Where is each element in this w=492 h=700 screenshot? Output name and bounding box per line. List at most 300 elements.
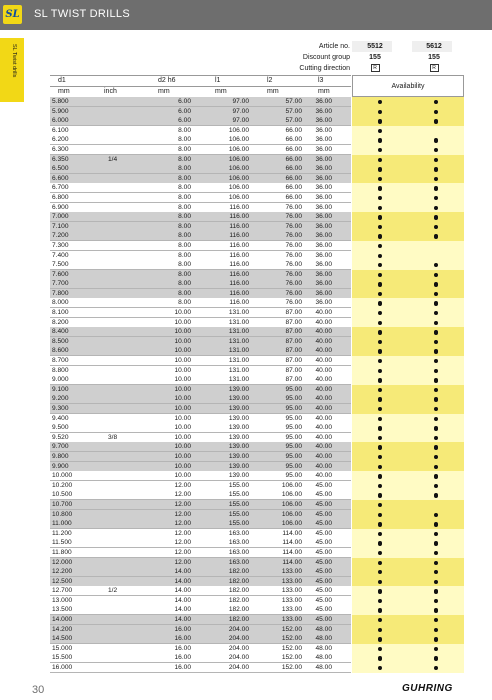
availability-cell bbox=[352, 605, 408, 615]
available-dot-icon bbox=[434, 589, 438, 593]
table-row bbox=[0, 462, 492, 472]
cell-l3: 45.00 bbox=[315, 577, 332, 585]
available-dot-icon bbox=[378, 522, 382, 526]
cell-l1: 116.00 bbox=[229, 232, 249, 240]
cell-l2: 76.00 bbox=[285, 213, 302, 221]
availability-cell bbox=[408, 164, 464, 174]
availability-cell bbox=[408, 356, 464, 366]
available-dot-icon bbox=[434, 397, 438, 401]
available-dot-icon bbox=[378, 656, 382, 660]
cell-l1: 106.00 bbox=[228, 165, 249, 173]
table-row bbox=[0, 260, 492, 270]
cell-d2: 8.00 bbox=[178, 126, 191, 134]
cell-l2: 87.00 bbox=[285, 328, 302, 336]
cell-d1: 9.200 bbox=[52, 395, 69, 403]
available-dot-icon bbox=[378, 484, 382, 488]
cell-d1: 6.700 bbox=[52, 184, 69, 192]
cell-l1: 155.00 bbox=[228, 481, 249, 489]
cell-l3: 40.00 bbox=[315, 318, 332, 326]
cell-l2: 76.00 bbox=[285, 270, 302, 278]
availability-cell bbox=[352, 442, 408, 452]
cell-l2: 152.00 bbox=[281, 644, 302, 652]
cell-l3: 45.00 bbox=[315, 481, 332, 489]
cell-l3: 45.00 bbox=[315, 491, 332, 499]
cell-l2: 114.00 bbox=[282, 539, 302, 547]
table-row bbox=[0, 404, 492, 414]
available-dot-icon bbox=[434, 340, 438, 344]
availability-cell bbox=[352, 193, 408, 203]
cell-l1: 204.00 bbox=[228, 635, 249, 643]
availability-cell bbox=[408, 548, 464, 558]
available-dot-icon bbox=[434, 263, 438, 267]
col-d1: d1 bbox=[58, 77, 66, 84]
available-dot-icon bbox=[434, 177, 438, 181]
availability-cell bbox=[352, 203, 408, 213]
availability-cell bbox=[352, 490, 408, 500]
availability-cell bbox=[408, 174, 464, 184]
available-dot-icon bbox=[434, 561, 438, 565]
cell-d1: 14.000 bbox=[52, 616, 73, 624]
availability-cell bbox=[352, 116, 408, 126]
availability-cell bbox=[408, 366, 464, 376]
cell-d2: 12.00 bbox=[174, 520, 191, 528]
availability-cell bbox=[352, 308, 408, 318]
table-row bbox=[0, 298, 492, 308]
cell-l3: 40.00 bbox=[315, 395, 332, 403]
available-dot-icon bbox=[378, 215, 382, 219]
available-dot-icon bbox=[378, 637, 382, 641]
availability-cell bbox=[408, 270, 464, 280]
available-dot-icon bbox=[378, 282, 382, 286]
cell-d2: 8.00 bbox=[178, 232, 191, 240]
availability-cell bbox=[352, 164, 408, 174]
table-row bbox=[0, 212, 492, 222]
cell-d2: 14.00 bbox=[174, 577, 191, 585]
availability-cell bbox=[408, 375, 464, 385]
availability-cell bbox=[408, 529, 464, 539]
available-dot-icon bbox=[434, 445, 438, 449]
cell-l1: 116.00 bbox=[229, 280, 249, 288]
cell-d2: 10.00 bbox=[174, 462, 191, 470]
cell-d2: 14.00 bbox=[174, 616, 191, 624]
cell-d1: 7.100 bbox=[52, 222, 69, 230]
cell-d1: 11.800 bbox=[52, 548, 72, 556]
availability-cell bbox=[352, 174, 408, 184]
availability-cell bbox=[352, 500, 408, 510]
cell-l3: 40.00 bbox=[315, 424, 332, 432]
available-dot-icon bbox=[434, 321, 438, 325]
available-dot-icon bbox=[378, 647, 382, 651]
cell-l3: 40.00 bbox=[315, 452, 332, 460]
cell-l1: 131.00 bbox=[228, 347, 249, 355]
availability-cell bbox=[408, 414, 464, 424]
cell-d1: 13.000 bbox=[52, 596, 73, 604]
cell-l2: 152.00 bbox=[281, 635, 302, 643]
table-row bbox=[0, 423, 492, 433]
cell-l2: 95.00 bbox=[285, 424, 302, 432]
table-row bbox=[0, 193, 492, 203]
availability-cell bbox=[352, 404, 408, 414]
table-row bbox=[0, 174, 492, 184]
availability-cell bbox=[352, 356, 408, 366]
table-row bbox=[0, 471, 492, 481]
table-row bbox=[0, 538, 492, 548]
available-dot-icon bbox=[434, 484, 438, 488]
table-row bbox=[0, 346, 492, 356]
cell-l1: 139.00 bbox=[228, 443, 249, 451]
cell-l1: 204.00 bbox=[228, 664, 249, 672]
table-row bbox=[0, 327, 492, 337]
cell-d1: 7.600 bbox=[52, 270, 69, 278]
cell-l1: 155.00 bbox=[228, 520, 249, 528]
cell-l2: 95.00 bbox=[285, 395, 302, 403]
availability-cell bbox=[408, 605, 464, 615]
cell-l2: 114.00 bbox=[282, 529, 302, 537]
availability-cell bbox=[352, 375, 408, 385]
cell-d1: 7.800 bbox=[52, 289, 69, 297]
available-dot-icon bbox=[434, 599, 438, 603]
cell-l2: 87.00 bbox=[285, 366, 302, 374]
cell-l2: 152.00 bbox=[281, 625, 302, 633]
available-dot-icon bbox=[378, 340, 382, 344]
cell-l3: 36.00 bbox=[315, 126, 332, 134]
available-dot-icon bbox=[378, 513, 382, 517]
cell-l3: 45.00 bbox=[315, 616, 332, 624]
cell-inch: 1/4 bbox=[108, 155, 118, 163]
table-row bbox=[0, 452, 492, 462]
cell-l3: 36.00 bbox=[315, 145, 332, 153]
cell-l2: 76.00 bbox=[285, 299, 302, 307]
cell-d1: 8.000 bbox=[52, 299, 69, 307]
cell-l3: 40.00 bbox=[315, 328, 332, 336]
availability-cell bbox=[408, 241, 464, 251]
table-row bbox=[0, 107, 492, 117]
cell-d2: 10.00 bbox=[174, 395, 191, 403]
available-dot-icon bbox=[378, 493, 382, 497]
availability-cell bbox=[352, 183, 408, 193]
cell-d1: 12.500 bbox=[52, 577, 73, 585]
available-dot-icon bbox=[434, 637, 438, 641]
available-dot-icon bbox=[434, 158, 438, 162]
cell-d2: 12.00 bbox=[174, 539, 191, 547]
table-row bbox=[0, 519, 492, 529]
availability-cell bbox=[352, 126, 408, 136]
table-row bbox=[0, 414, 492, 424]
table-row bbox=[0, 615, 492, 625]
cell-l3: 36.00 bbox=[315, 299, 332, 307]
cell-d1: 11.200 bbox=[52, 529, 72, 537]
cell-l2: 66.00 bbox=[285, 145, 302, 153]
cell-l1: 182.00 bbox=[228, 577, 249, 585]
cell-l3: 36.00 bbox=[315, 222, 332, 230]
availability-cell bbox=[352, 155, 408, 165]
cell-d2: 8.00 bbox=[178, 203, 191, 211]
availability-cell bbox=[352, 366, 408, 376]
cell-d2: 8.00 bbox=[178, 280, 191, 288]
article-label: Article no. bbox=[318, 43, 350, 50]
cell-l3: 36.00 bbox=[315, 241, 332, 249]
availability-cell bbox=[408, 423, 464, 433]
availability-cell bbox=[352, 452, 408, 462]
cell-d1: 10.200 bbox=[52, 481, 73, 489]
cell-l3: 48.00 bbox=[315, 625, 332, 633]
cell-l1: 139.00 bbox=[228, 385, 249, 393]
cell-d2: 12.00 bbox=[174, 529, 191, 537]
availability-cell bbox=[352, 260, 408, 270]
cell-d1: 6.350 bbox=[52, 155, 69, 163]
cell-l1: 131.00 bbox=[228, 328, 249, 336]
available-dot-icon bbox=[434, 455, 438, 459]
available-dot-icon bbox=[434, 301, 438, 305]
available-dot-icon bbox=[434, 186, 438, 190]
cell-l3: 36.00 bbox=[315, 165, 332, 173]
cell-d1: 7.700 bbox=[52, 280, 69, 288]
cell-l3: 45.00 bbox=[315, 539, 332, 547]
table-row bbox=[0, 251, 492, 261]
availability-cell bbox=[352, 251, 408, 261]
table-row bbox=[0, 500, 492, 510]
available-dot-icon bbox=[378, 455, 382, 459]
cell-l3: 45.00 bbox=[315, 529, 332, 537]
available-dot-icon bbox=[434, 215, 438, 219]
cell-l3: 45.00 bbox=[315, 568, 332, 576]
available-dot-icon bbox=[434, 369, 438, 373]
available-dot-icon bbox=[378, 196, 382, 200]
available-dot-icon bbox=[434, 522, 438, 526]
cell-l2: 76.00 bbox=[285, 232, 302, 240]
cell-l1: 131.00 bbox=[228, 337, 249, 345]
availability-cell bbox=[408, 327, 464, 337]
availability-cell bbox=[408, 510, 464, 520]
available-dot-icon bbox=[434, 196, 438, 200]
cell-l3: 40.00 bbox=[315, 385, 332, 393]
available-dot-icon bbox=[378, 474, 382, 478]
availability-cell bbox=[352, 625, 408, 635]
cell-d1: 7.000 bbox=[52, 213, 69, 221]
cell-d1: 6.500 bbox=[52, 165, 69, 173]
cell-d1: 9.800 bbox=[52, 452, 69, 460]
cell-d1: 7.200 bbox=[52, 232, 69, 240]
table-row bbox=[0, 558, 492, 568]
cell-l2: 57.00 bbox=[285, 98, 302, 105]
cell-l1: 116.00 bbox=[229, 213, 249, 221]
col-l3: l3 bbox=[318, 77, 324, 84]
available-dot-icon bbox=[378, 551, 382, 555]
available-dot-icon bbox=[434, 426, 438, 430]
drill-table bbox=[0, 97, 492, 673]
cell-d1: 7.400 bbox=[52, 251, 69, 259]
availability-cell bbox=[352, 337, 408, 347]
available-dot-icon bbox=[434, 474, 438, 478]
cell-l3: 48.00 bbox=[315, 644, 332, 652]
cell-d1: 6.600 bbox=[52, 174, 69, 182]
cell-d2: 10.00 bbox=[174, 414, 191, 422]
cell-d2: 8.00 bbox=[178, 136, 191, 144]
cell-l1: 97.00 bbox=[232, 98, 249, 105]
availability-cell bbox=[352, 481, 408, 491]
availability-cell bbox=[352, 279, 408, 289]
available-dot-icon bbox=[434, 407, 438, 411]
availability-cell bbox=[352, 663, 408, 673]
cell-l3: 40.00 bbox=[315, 309, 332, 317]
col-l2: l2 bbox=[267, 77, 273, 84]
table-row bbox=[0, 279, 492, 289]
cell-l1: 116.00 bbox=[229, 261, 249, 269]
availability-cell bbox=[352, 270, 408, 280]
availability-cell bbox=[352, 394, 408, 404]
cell-l3: 45.00 bbox=[315, 606, 332, 614]
availability-cell bbox=[352, 346, 408, 356]
cell-d2: 6.00 bbox=[178, 117, 191, 125]
available-dot-icon bbox=[434, 148, 438, 152]
available-dot-icon bbox=[378, 628, 382, 632]
availability-cell bbox=[408, 577, 464, 587]
cell-d2: 10.00 bbox=[174, 347, 191, 355]
table-row bbox=[0, 116, 492, 126]
cutting-direction-icon bbox=[355, 63, 395, 74]
cell-l3: 36.00 bbox=[315, 184, 332, 192]
table-row bbox=[0, 596, 492, 606]
availability-cell bbox=[408, 462, 464, 472]
cell-l3: 36.00 bbox=[315, 117, 332, 125]
cell-d2: 16.00 bbox=[174, 625, 191, 633]
availability-cell bbox=[408, 481, 464, 491]
cell-l2: 152.00 bbox=[281, 664, 302, 672]
availability-cell bbox=[352, 241, 408, 251]
page-header bbox=[0, 0, 492, 30]
availability-cell bbox=[408, 558, 464, 568]
cell-d2: 8.00 bbox=[178, 261, 191, 269]
cell-l3: 45.00 bbox=[315, 558, 332, 566]
side-tab-label: SL Twist drills bbox=[11, 44, 17, 78]
cell-d1: 5.900 bbox=[52, 107, 69, 115]
availability-cell bbox=[352, 644, 408, 654]
availability-cell bbox=[352, 615, 408, 625]
availability-cell bbox=[408, 107, 464, 117]
cell-l1: 106.00 bbox=[228, 184, 249, 192]
cell-d1: 9.100 bbox=[52, 385, 69, 393]
unit-l3: mm bbox=[318, 88, 330, 95]
available-dot-icon bbox=[378, 273, 382, 277]
cell-d2: 14.00 bbox=[174, 596, 191, 604]
available-dot-icon bbox=[378, 186, 382, 190]
available-dot-icon bbox=[378, 206, 382, 210]
availability-cell bbox=[408, 567, 464, 577]
availability-cell bbox=[408, 308, 464, 318]
available-dot-icon bbox=[378, 369, 382, 373]
available-dot-icon bbox=[434, 628, 438, 632]
available-dot-icon bbox=[378, 445, 382, 449]
available-dot-icon bbox=[378, 407, 382, 411]
cell-d1: 10.000 bbox=[52, 472, 73, 480]
cell-d2: 8.00 bbox=[178, 145, 191, 153]
cell-l3: 40.00 bbox=[315, 433, 332, 441]
cell-l2: 95.00 bbox=[285, 462, 302, 470]
cutting-icon-col1: R bbox=[371, 64, 380, 72]
cell-l1: 155.00 bbox=[228, 510, 249, 518]
cell-d2: 12.00 bbox=[174, 491, 191, 499]
cell-l3: 36.00 bbox=[315, 155, 332, 163]
availability-cell bbox=[408, 337, 464, 347]
cell-l3: 36.00 bbox=[315, 98, 332, 105]
cell-l2: 114.00 bbox=[282, 558, 302, 566]
cell-d2: 10.00 bbox=[174, 328, 191, 336]
availability-cell bbox=[408, 615, 464, 625]
cell-d2: 8.00 bbox=[178, 184, 191, 192]
availability-cell bbox=[352, 327, 408, 337]
available-dot-icon bbox=[434, 138, 438, 142]
cell-l2: 106.00 bbox=[281, 491, 302, 499]
cell-l3: 40.00 bbox=[315, 376, 332, 384]
availability-cell bbox=[352, 97, 408, 107]
cell-l2: 57.00 bbox=[285, 107, 302, 115]
column-header-divider bbox=[50, 86, 351, 87]
cell-l2: 152.00 bbox=[281, 654, 302, 662]
availability-cell bbox=[352, 548, 408, 558]
cell-d2: 10.00 bbox=[174, 405, 191, 412]
cell-l1: 182.00 bbox=[228, 568, 249, 576]
cell-l1: 163.00 bbox=[228, 558, 249, 566]
available-dot-icon bbox=[434, 532, 438, 536]
availability-cell bbox=[352, 433, 408, 443]
cutting-row bbox=[0, 63, 492, 74]
cell-l3: 36.00 bbox=[315, 174, 332, 182]
availability-cell bbox=[408, 251, 464, 261]
brand-wordmark: GUHRING bbox=[402, 683, 453, 694]
cell-d2: 10.00 bbox=[174, 433, 191, 441]
cell-d2: 8.00 bbox=[178, 270, 191, 278]
page-number: 30 bbox=[32, 684, 45, 696]
cell-l2: 114.00 bbox=[282, 548, 302, 556]
table-row bbox=[0, 385, 492, 395]
cell-d1: 11.500 bbox=[52, 539, 72, 547]
cell-l2: 95.00 bbox=[285, 472, 302, 480]
cell-d2: 8.00 bbox=[178, 174, 191, 182]
available-dot-icon bbox=[434, 493, 438, 497]
table-row bbox=[0, 308, 492, 318]
availability-cell bbox=[408, 586, 464, 596]
cell-l2: 66.00 bbox=[285, 193, 302, 201]
table-row bbox=[0, 442, 492, 452]
cell-l3: 36.00 bbox=[315, 289, 332, 297]
cell-l2: 133.00 bbox=[281, 587, 302, 595]
cell-l2: 76.00 bbox=[285, 289, 302, 297]
availability-cell bbox=[352, 462, 408, 472]
cell-l2: 87.00 bbox=[285, 376, 302, 384]
available-dot-icon bbox=[434, 417, 438, 421]
table-row bbox=[0, 577, 492, 587]
cell-l1: 155.00 bbox=[228, 500, 249, 508]
cell-l3: 45.00 bbox=[315, 596, 332, 604]
availability-cell bbox=[408, 116, 464, 126]
cell-l1: 163.00 bbox=[228, 548, 249, 556]
table-row bbox=[0, 529, 492, 539]
cell-l2: 87.00 bbox=[285, 318, 302, 326]
available-dot-icon bbox=[378, 541, 382, 545]
cell-l3: 45.00 bbox=[315, 520, 332, 528]
cell-l3: 36.00 bbox=[315, 251, 332, 259]
cell-d1: 10.500 bbox=[52, 491, 73, 499]
table-row bbox=[0, 548, 492, 558]
cell-d1: 9.900 bbox=[52, 462, 69, 470]
availability-cell bbox=[408, 433, 464, 443]
cell-d2: 8.00 bbox=[178, 289, 191, 297]
cell-l2: 106.00 bbox=[281, 481, 302, 489]
cell-l1: 139.00 bbox=[228, 405, 249, 412]
cell-d2: 16.00 bbox=[174, 635, 191, 643]
available-dot-icon bbox=[378, 532, 382, 536]
cell-l1: 106.00 bbox=[228, 193, 249, 201]
